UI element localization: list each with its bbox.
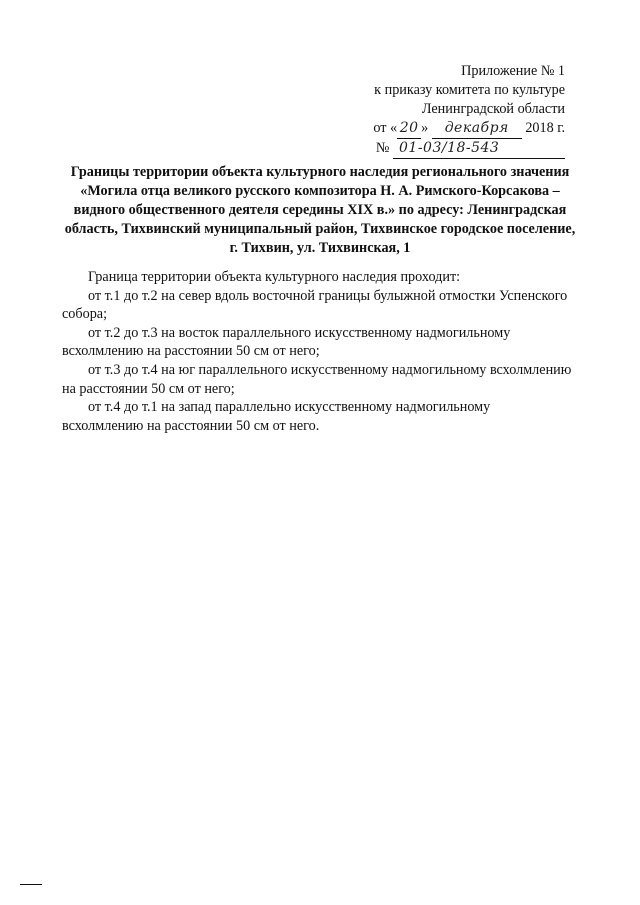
title-line: видного общественного деятеля середины XIX в.» по адресу: Ленинградская	[73, 202, 567, 218]
order-reference: к приказу комитета по культуре	[374, 82, 565, 98]
title-line: Границы территории объекта культурного наследия регионального значения	[70, 164, 570, 180]
handwritten-month: декабря	[432, 119, 522, 139]
boundary-segment: от т.2 до т.3 на восток параллельного искусственному надмогильному всхолмлению на расстоянии 50 см от него;	[62, 324, 511, 360]
appendix-number: Приложение № 1	[461, 63, 565, 79]
boundary-segment: от т.1 до т.2 на север вдоль восточной границы булыжной отмостки Успенского собора;	[62, 287, 568, 323]
title-line: г. Тихвин, ул. Тихвинская, 1	[229, 240, 411, 256]
footer-rule	[20, 884, 42, 885]
handwritten-number: 01-03/18-543	[393, 139, 565, 159]
order-number	[305, 139, 565, 159]
date-year: 2018 г.	[525, 120, 565, 136]
appendix-header	[305, 62, 565, 159]
intro-paragraph: Граница территории объекта культурного наследия проходит:	[88, 269, 461, 285]
title-line: область, Тихвинский муниципальный район, Тихвинское городское поселение,	[64, 221, 576, 237]
date-prefix: от «	[373, 120, 398, 136]
region-name: Ленинградской области	[421, 101, 565, 117]
date-mid: »	[421, 120, 429, 136]
document-body	[62, 268, 572, 435]
number-prefix: №	[375, 140, 390, 156]
title-line: «Могила отца великого русского композитора Н. А. Римского-Корсакова –	[80, 183, 560, 199]
document-title	[60, 163, 580, 258]
boundary-segment: от т.3 до т.4 на юг параллельного искусственному надмогильному всхолмлению на расстоянии 50 см от него;	[62, 361, 572, 397]
boundary-segment: от т.4 до т.1 на запад параллельно искусственному надмогильному всхолмлению на расстоянии 50 см от него.	[62, 399, 491, 434]
order-date	[305, 119, 565, 139]
handwritten-day: 20	[397, 119, 421, 139]
